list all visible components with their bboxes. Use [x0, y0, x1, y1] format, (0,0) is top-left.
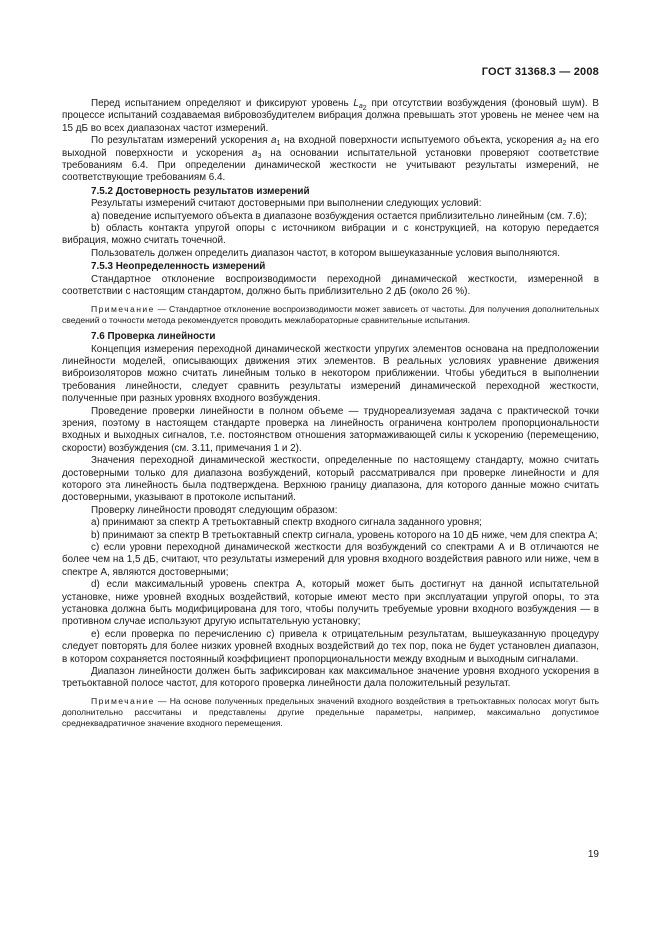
text-fragment: на основании испытательной установки проверяют соответствие требованиям 6.4. При определении динамической жесткости не учитывают результаты измерений, не соответствующие требованиям 6.4.	[62, 147, 600, 184]
note-label: Примечание	[91, 695, 155, 706]
text-fragment: на входной поверхности испытуемого объекта, ускорения	[280, 135, 558, 147]
text-fragment: Перед испытанием определяют и фиксируют уровень	[91, 98, 354, 109]
list-item-a: а) поведение испытуемого объекта в диапазоне возбуждения остается приблизительно линейным (см. 7.6);	[91, 210, 588, 222]
list-item-e: е) если проверка по перечислению с) привела к отрицательным результатам, вышеуказанную процедуру следует повторять для более низких уровней входных воздействий до тех пор, пока не будет установлен диапазон, в котором сохраняется постоянный коэффициент пропорциональности между входным и выходным сигналами.	[62, 628, 599, 665]
symbol-a2: a	[557, 135, 563, 147]
symbol-a3: a	[252, 147, 258, 159]
text-fragment: на его выходной поверхности и ускорения	[62, 135, 599, 159]
text-fragment: при отсутствии возбуждения (фоновый шум). В процессе испытаний создаваемая вибровозбудителем вибрация должна превышать этот уровень не менее чем на 15 дБ во всех диапазонах частот измерений.	[62, 98, 599, 134]
text-fragment: По результатам измерений ускорения	[91, 135, 272, 147]
paragraph-linearity-validity: Значения переходной динамической жесткости, определенные по настоящему стандарту, можно считать достоверными только для диапазона возбуждений, который рассматривался при проверке линейности и для которого эта линейность была подтверждена. Верхнюю границу диапазона, для которого данные можно считать достоверными, указывают в протоколе испытаний.	[62, 455, 599, 504]
section-heading-7-5-3: 7.5.3 Неопределенность измерений	[91, 261, 266, 273]
note-uncertainty	[62, 304, 599, 327]
list-item-a: а) принимают за спектр А третьоктавный спектр входного сигнала заданного уровня;	[91, 517, 482, 529]
note-limits	[62, 696, 599, 730]
paragraph-validity-intro: Результаты измерений считают достоверными при выполнении следующих условий:	[91, 198, 482, 210]
symbol-subsubscript: 2	[362, 105, 367, 112]
symbol-a1: a	[271, 135, 277, 147]
paragraph-acceleration-check	[62, 135, 599, 185]
paragraph-background-noise	[62, 98, 599, 135]
paragraph-uncertainty: Стандартное отклонение воспроизводимости переходной динамической жесткости, измеренной в соответствии с настоящим стандартом, должно быть приблизительно 2 дБ (около 26 %).	[62, 273, 599, 298]
note-text: — На основе полученных предельных значений входного воздействия в третьоктавных полосах могут быть дополнительно рассчитаны и представлены другие предельные параметры, например, максимально допустимое среднеквадратичное значение входного перемещения.	[62, 695, 599, 729]
standard-code-header: ГОСТ 31368.3 — 2008	[481, 66, 599, 78]
symbol-subscript: 2	[562, 140, 567, 148]
note-text: — Стандартное отклонение воспроизводимости может зависеть от частоты. Для получения дополнительных сведений о точности метода рекомендуется проводить межлабораторные сравнительные испытания.	[62, 303, 599, 325]
list-item-c: с) если уровни переходной динамической жесткости для возбуждений со спектрами А и В отличаются не более чем на 1,5 дБ, считают, что результаты измерений для уровня входного воздействия равного или ниже, чем в спектре А, являются достоверными;	[62, 542, 599, 578]
paragraph-linearity-range: Диапазон линейности должен быть зафиксирован как максимальное значение уровня входного ускорения в третьоктавной полосе частот, для которого проверка линейности дала положительный результат.	[62, 666, 599, 690]
list-item-b: b) область контакта упругой опоры с источником вибрации и с конструкцией, на которую передается вибрация, можно считать точечной.	[62, 223, 599, 247]
paragraph-user-range: Пользователь должен определить диапазон частот, в котором вышеуказанные условия выполняются.	[91, 247, 560, 259]
section-heading-7-5-2: 7.5.2 Достоверность результатов измерений	[91, 185, 310, 197]
page-number: 19	[587, 849, 599, 860]
symbol-L: L	[353, 98, 359, 109]
symbol-subscript: a	[358, 103, 363, 110]
paragraph-linearity-check-scope: Проведение проверки линейности в полном объеме — труднореализуемая задача с практической точки зрения, поэтому в настоящем стандарте проверка на линейность ограничена контролем пропорциональности входных и выходных сигналов, т.е. постоянством отношения затормаживающей силы к ускорению (перемещению, скорости) возбуждения (см. 3.11, примечания 1 и 2).	[62, 405, 599, 454]
symbol-subscript: 1	[276, 140, 281, 148]
paragraph-linearity-concept: Концепция измерения переходной динамической жесткости упругих элементов основана на предположении линейности моделей, описывающих движения этих элементов. В реальных условиях уравнение движения виброизоляторов можно считать линейным только в некотором приближении. Чтобы убедиться в выполнении требования линейности, следует сравнить результаты измерений динамической переходной жесткости, полученные при разных уровнях входного возбуждения.	[62, 343, 599, 405]
section-heading-7-6: 7.6 Проверка линейности	[91, 331, 216, 343]
note-label: Примечание	[91, 303, 155, 314]
paragraph-linearity-procedure: Проверку линейности проводят следующим образом:	[91, 504, 338, 516]
symbol-subscript: 3	[257, 152, 262, 160]
page-body	[62, 98, 599, 735]
list-item-b: b) принимают за спектр В третьоктавный спектр сигнала, уровень которого на 10 дБ ниже, чем для спектра А;	[91, 529, 598, 541]
list-item-d: d) если максимальный уровень спектра А, который может быть достигнут на данной испытательной установке, ниже уровней входных воздействий, которые имеют место при эксплуатации упругой опоры, то эта установка должна быть модифицирована для того, чтобы получить требуемые уровни входного возбуждения — в противном случае используют другую испытательную установку;	[62, 579, 599, 628]
